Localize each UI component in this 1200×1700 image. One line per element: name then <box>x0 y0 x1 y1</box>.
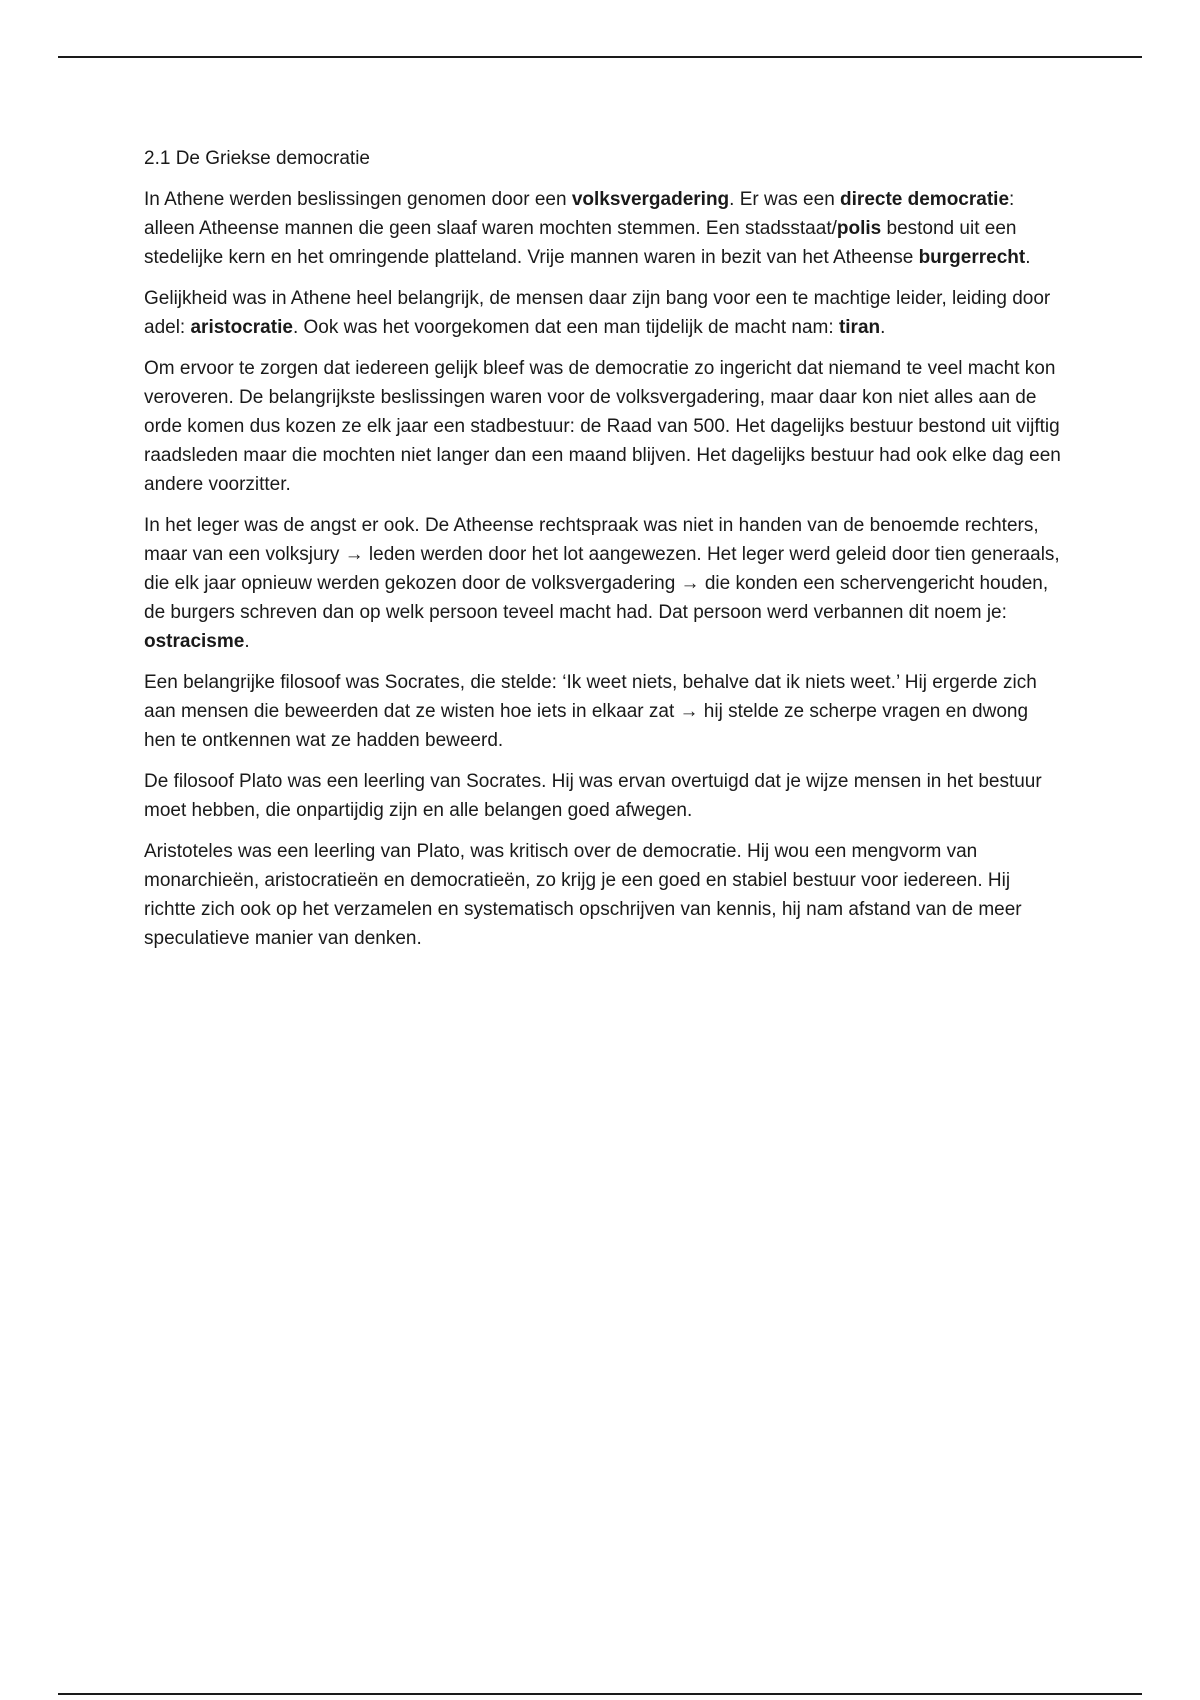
paragraph <box>144 837 1064 953</box>
document-body <box>144 144 1064 965</box>
paragraph <box>144 354 1064 499</box>
paragraph <box>144 185 1064 272</box>
key-term: volksvergadering <box>571 189 730 210</box>
paragraph-text: Aristoteles was een leerling van Plato, was kritisch over de democratie. Hij wou een mengvorm van monarchieën, aristocratieën en democratieën, zo krijg je een goed en stabiel bestuur voor iedereen. Hij richtte zich ook op het verzamelen en systematisch opschrijven van kennis, hij nam afstand van de meer speculatieve manier van denken. <box>144 841 1022 949</box>
section-heading: 2.1 De Griekse democratie <box>144 148 370 169</box>
paragraph <box>144 668 1064 755</box>
paragraph-text: Gelijkheid was in Athene heel belangrijk, de mensen daar zijn bang voor een te machtige leider, leiding door adel: <box>144 288 1051 338</box>
paragraph-text: . <box>1025 247 1031 268</box>
key-term: directe democratie <box>840 189 1010 210</box>
paragraph-text: . <box>244 631 250 652</box>
key-term: burgerrecht <box>918 247 1026 268</box>
paragraph-text: : alleen Atheense mannen die geen slaaf waren mochten stemmen. Een stadsstaat/ <box>144 189 1015 239</box>
paragraph-text: . Er was een <box>729 189 841 210</box>
key-term: polis <box>836 218 882 239</box>
paragraph-text: Een belangrijke filosoof was Socrates, die stelde: ‘Ik weet niets, behalve dat ik niets weet.’ Hij ergerde zich aan mensen die beweerden dat ze wisten hoe iets in elkaar zat → hij stelde ze scherpe vragen en dwong hen te ontkennen wat ze hadden beweerd. <box>144 672 1037 751</box>
paragraph-text: De filosoof Plato was een leerling van Socrates. Hij was ervan overtuigd dat je wijze mensen in het bestuur moet hebben, die onpartijdig zijn en alle belangen goed afwegen. <box>144 771 1042 821</box>
paragraph-text: Om ervoor te zorgen dat iedereen gelijk bleef was de democratie zo ingericht dat niemand te veel macht kon veroveren. De belangrijkste beslissingen waren voor de volksvergadering, maar daar kon niet alles aan de orde komen dus kozen ze elk jaar een stadbestuur: de Raad van 500. Het dagelijks bestuur bestond uit vijftig raadsleden maar die mochten niet langer dan een maand blijven. Het dagelijks bestuur had ook elke dag een andere voorzitter. <box>144 358 1061 495</box>
paragraph-text: bestond uit een stedelijke kern en het omringende platteland. Vrije mannen waren in bezit van het Atheense <box>144 218 1017 268</box>
key-term: aristocratie <box>190 317 293 338</box>
paragraph-list <box>144 185 1064 953</box>
paragraph <box>144 284 1064 342</box>
header-rule <box>58 56 1142 58</box>
key-term: ostracisme <box>144 631 245 652</box>
paragraph-text: In het leger was de angst er ook. De Atheense rechtspraak was niet in handen van de benoemde rechters, maar van een volksjury → leden werden door het lot aangewezen. Het leger werd geleid door tien generaals, die elk jaar opnieuw werden gekozen door de volksvergadering → die konden een schervengericht houden, de burgers schreven dan op welk persoon teveel macht had. Dat persoon werd verbannen dit noem je: <box>144 515 1060 623</box>
key-term: tiran <box>838 317 881 338</box>
paragraph-text: In Athene werden beslissingen genomen door een <box>144 189 572 210</box>
footer-rule <box>58 1693 1142 1695</box>
paragraph-text: . <box>880 317 886 338</box>
paragraph <box>144 511 1064 656</box>
paragraph <box>144 767 1064 825</box>
paragraph-text: . Ook was het voorgekomen dat een man tijdelijk de macht nam: <box>292 317 839 338</box>
